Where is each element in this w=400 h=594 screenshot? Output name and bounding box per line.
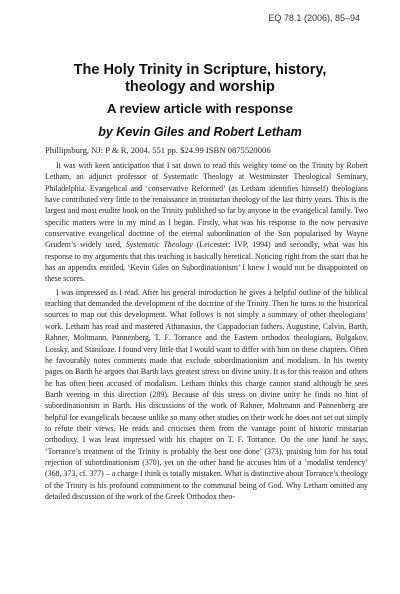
paragraph-1: [45, 160, 368, 285]
article-subtitle: A review article with response: [107, 101, 293, 116]
running-head: EQ 78.1 (2006), 85–94: [268, 13, 360, 23]
paragraph-1-part-2: (Leicester: IVP, 1994) and secondly, what was his response to my arguments that this teaching is basically heretical. Noticing right from the start that he has an appendix entitled, ‘Kevin Giles on Subordinationism’ I knew I would not be disappointed on these scores.: [45, 240, 368, 284]
paragraph-1-part-1: It was with keen anticipation that I sat down to read this weighty tome on the Trinity by Robert Letham, an adjunct professor of Systematic Theology at Westminster Theological Seminary, Philadelphia. Evangelical and ‘conservative Reformed’ (as Letham identifies himself) theologians have contributed very little to the renaissance in trinitarian theology of the last thirty years. This is the largest and most erudite book on the Trinity published so far by anyone in the evangelical family. Two specific matters were in my mind as I began. Firstly, what was his response to the now pervasive conservative evangelical doctrine of the eternal subordination of the Son popularised by Wayne Grudem’s widely used,: [45, 161, 368, 250]
article-authors: by Kevin Giles and Robert Letham: [98, 125, 302, 139]
paragraph-2: I was impressed as I read. After his general introduction he gives a helpful outline of the biblical teaching that demanded the development of the doctrine of the Trinity. Then he turns to the historical sources to map out this development. What follows is not simply a summary of other theologians’ work. Letham has read and mastered Athanasius, the Cappadocian fathers, Augustine, Calvin, Barth, Rahner, Moltmann, Pannenberg, T. F. Torrance and the Eastern orthodox theologians, Bulgakov, Lossky, and Staniloae. I found very little that I would want to differ with him on these chapters. Often he favourably notes comments made that exclude subordinationism and modalism. In his twenty pages on Barth he argues that Barth lays greatest stress on divine unity. It is for this reason and others he has often been accused of modalism. Letham thinks this charge cannot stand although he sees Barth veering in this direction (289). Because of this stress on divine unity he finds no hint of subordinationism in Barth. His discussions of the work of Rahner, Moltmann and Pannenberg are helpful for evangelicals because unlike so many other studies on their work he does not set out simply to refute their views. He reads and criticises them from the vantage point of historic trinitarian orthodoxy. I was least impressed with his chapter on T. F. Torrance. On the one hand he says, ‘Torrance’s treatment of the Trinity is probably the best one done’ (373), praising him for his total rejection of subordinationism (370), yet on the other hand he accuses him of a ‘modalist tendency’ (368, 373, cf. 377) – a charge I think is totally mistaken. What is distinctive about Torrance’s theology of the Trinity is his profound commitment to the communal being of God. Why Letham omitted any detailed discussion of the work of the Greek Orthodox theo-: [45, 287, 368, 501]
publication-info: Phillipsburg, NJ: P & R, 2004. 551 pp. $24.99 ISBN 0875520006: [45, 145, 271, 155]
article-body: [45, 160, 368, 502]
paragraph-1-italic-title: Systematic Theology: [125, 240, 193, 250]
article-title: The Holy Trinity in Scripture, history, theology and worship: [73, 62, 327, 95]
